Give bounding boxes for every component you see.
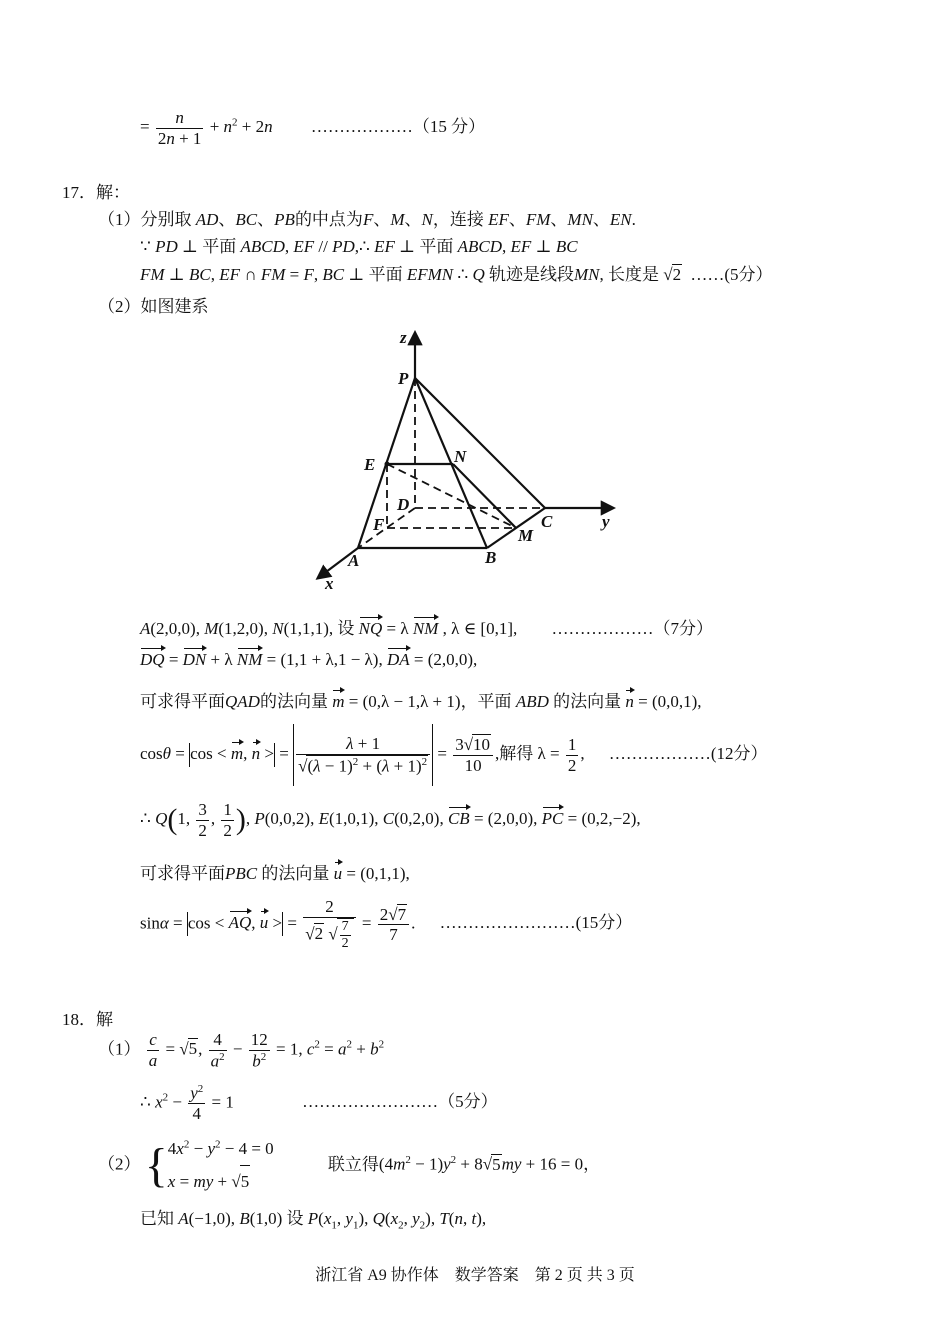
- q17-step-5: ∴ Q(1, $\frac{3}{2}$ , $\frac{1}{2}$ ), P(0,0,2), E(1,0,1), C(0,2,0), CB = (2,0,0), PC = (0,2,−2),: [140, 800, 641, 840]
- q17-step-7: sinα = cos < AQ, u > = 2 √2 √ $\frac{7}{2}$ = $\frac{2√7}{7}$ . ……………………(15分）: [140, 897, 633, 951]
- label-P: P: [398, 369, 409, 388]
- label-y: y: [602, 512, 610, 531]
- label-z: z: [400, 328, 407, 347]
- q17-step-4: cosθ = cos < m, n > = $\frac{\lambda + 1}{√(\lambda - 1)^2 + (\lambda + 1)^2}$ = $\frac{3√10}{10}$ ,解得 λ = $\frac{1}{2}$ , ………………(12分）: [140, 724, 768, 786]
- q17-line-2: ∵ PD ⊥ 平面 ABCD, EF // PD,∴ EF ⊥ 平面 ABCD, EF ⊥ BC: [140, 237, 578, 256]
- score-15-b: ……………………(15分）: [439, 913, 633, 933]
- q18-heading: 18．解: [62, 1010, 113, 1029]
- label-E: E: [364, 455, 376, 474]
- label-A: A: [348, 551, 360, 570]
- formula-line-0: = $\frac{n}{2n + 1}$ + $n^2 + 2n$ ………………（15 分）: [140, 108, 486, 148]
- q17-step-3: 可求得平面QAD的法向量 m = (0,λ − 1,λ + 1)，平面 ABD 的法向量 n = (0,0,1),: [140, 692, 702, 711]
- point-E-dot: [385, 462, 390, 467]
- q18-step-1: （1） $\frac{c}{a}$ = √5, $\frac{4}{a^2}$ − $\frac{12}{b^2}$ = 1, $c^2 = a^2 + b^2$: [98, 1030, 385, 1071]
- q18-step-4: 已知 A(−1,0), B(1,0) 设 $P(x_1$, $y_1$), $Q(x_2$, $y_2$), T(n, t),: [140, 1209, 487, 1232]
- segment-NM: [453, 464, 516, 528]
- label-F: F: [373, 515, 385, 534]
- score-12: ………………(12分）: [608, 743, 768, 763]
- label-D: D: [397, 495, 410, 514]
- score-7: ………………（7分）: [551, 619, 714, 638]
- label-B: B: [485, 548, 497, 567]
- score-5-a: ……(5分）: [690, 265, 773, 284]
- label-N: N: [454, 447, 467, 466]
- score-15-a: ………………（15 分）: [310, 116, 486, 136]
- score-5-b: ……………………（5分）: [302, 1092, 498, 1112]
- q18-step-2: ∴ $x^2$ − $\frac{y^2}{4}$ = 1 ……………………（5分）: [140, 1083, 498, 1124]
- q17-part2-heading: （2）如图建系: [98, 297, 209, 316]
- q17-heading: 17．解：: [62, 183, 130, 202]
- q17-line-3: FM ⊥ BC, EF ∩ FM = F, BC ⊥ 平面 EFMN ∴ Q 轨迹是线段MN, 长度是 √2 ……(5分）: [140, 265, 773, 284]
- page-footer: 浙江省 A9 协作体 数学答案 第 2 页 共 3 页: [315, 1267, 635, 1284]
- q17-step-6: 可求得平面PBC 的法向量 u = (0,1,1),: [140, 864, 410, 883]
- part-label: （1）: [98, 210, 141, 229]
- pyramid-figure: [300, 320, 630, 595]
- q17-step-1: A(2,0,0), M(1,2,0), N(1,1,1), 设 NQ = λ NM , λ ∈ [0,1], ………………（7分）: [140, 619, 714, 638]
- label-C: C: [541, 512, 553, 531]
- q17-step-2: DQ = DN + λ NM = (1,1 + λ,1 − λ), DA = (2,0,0),: [140, 650, 478, 669]
- q18-step-3: （2） {$4x^2 - y^2 - 4 = 0$ x = my + √5 联立得$(4m^2 - 1)y^2 + 8√5my + 16 = 0$，: [98, 1133, 600, 1199]
- q17-line-1: （1）分别取 AD、BC、PB的中点为F、M、N，连接 EF、FM、MN、EN.: [98, 210, 636, 229]
- label-M: M: [518, 526, 534, 545]
- label-x: x: [325, 574, 334, 593]
